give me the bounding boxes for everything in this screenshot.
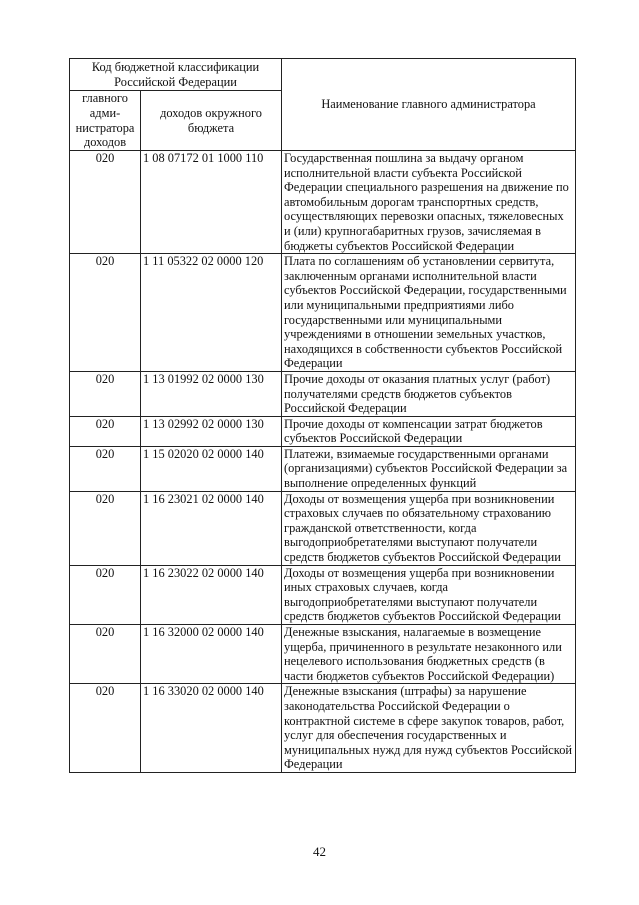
- cell-administrator-name: Государственная пошлина за выдачу органом исполнительной власти субъекта Российской Федерации специального разрешения на движение по автомобильным дорогам транспортных средств, осуществляющих перевозки опасных, тяжеловесных и (или) крупногабаритных грузов, зачисляемая в бюджеты субъектов Российской Федерации: [282, 151, 576, 254]
- cell-admin-code: 020: [70, 446, 141, 491]
- header-col-admin: главного адми-нистратора доходов: [70, 91, 141, 151]
- cell-admin-code: 020: [70, 565, 141, 624]
- table-row: [70, 446, 576, 491]
- page-number: 42: [313, 844, 326, 859]
- cell-income-code: 1 11 05322 02 0000 120: [141, 254, 282, 372]
- cell-administrator-name: Денежные взыскания, налагаемые в возмещение ущерба, причиненного в результате незаконного или нецелевого использования бюджетных средств (в части бюджетов субъектов Российской Федерации): [282, 625, 576, 684]
- table-row: [70, 625, 576, 684]
- cell-income-code: 1 16 23021 02 0000 140: [141, 491, 282, 565]
- table-row: [70, 684, 576, 773]
- cell-admin-code: 020: [70, 254, 141, 372]
- cell-administrator-name: Платежи, взимаемые государственными органами (организациями) субъектов Российской Федерации за выполнение определенных функций: [282, 446, 576, 491]
- cell-income-code: 1 13 01992 02 0000 130: [141, 371, 282, 416]
- cell-income-code: 1 16 32000 02 0000 140: [141, 625, 282, 684]
- table-row: [70, 151, 576, 254]
- budget-classification-table: [69, 58, 576, 773]
- header-col-name: Наименование главного администратора: [282, 59, 576, 151]
- cell-admin-code: 020: [70, 371, 141, 416]
- cell-admin-code: 020: [70, 684, 141, 773]
- cell-income-code: 1 15 02020 02 0000 140: [141, 446, 282, 491]
- table-row: [70, 491, 576, 565]
- cell-income-code: 1 16 33020 02 0000 140: [141, 684, 282, 773]
- cell-admin-code: 020: [70, 491, 141, 565]
- cell-administrator-name: Доходы от возмещения ущерба при возникновении страховых случаев по обязательному страхованию гражданской ответственности, когда выгодоприобретателями выступают получатели средств бюджетов субъектов Российской Федерации: [282, 491, 576, 565]
- table-row: [70, 254, 576, 372]
- table-row: [70, 371, 576, 416]
- table-body: [70, 151, 576, 773]
- cell-income-code: 1 08 07172 01 1000 110: [141, 151, 282, 254]
- cell-income-code: 1 16 23022 02 0000 140: [141, 565, 282, 624]
- cell-administrator-name: Прочие доходы от оказания платных услуг (работ) получателями средств бюджетов субъектов Российской Федерации: [282, 371, 576, 416]
- cell-administrator-name: Доходы от возмещения ущерба при возникновении иных страховых случаев, когда выгодоприобретателями выступают получатели средств бюджетов субъектов Российской Федерации: [282, 565, 576, 624]
- cell-administrator-name: Прочие доходы от компенсации затрат бюджетов субъектов Российской Федерации: [282, 416, 576, 446]
- header-group-title: Код бюджетной классификации Российской Федерации: [70, 59, 282, 91]
- cell-admin-code: 020: [70, 416, 141, 446]
- cell-admin-code: 020: [70, 625, 141, 684]
- header-col-income: доходов окружного бюджета: [141, 91, 282, 151]
- cell-administrator-name: Плата по соглашениям об установлении сервитута, заключенным органами исполнительной власти субъектов Российской Федерации, государственными или муниципальными предприятиями либо государственными или муниципальными учреждениями в отношении земельных участков, находящихся в собственности субъектов Российской Федерации: [282, 254, 576, 372]
- cell-admin-code: 020: [70, 151, 141, 254]
- table-row: [70, 416, 576, 446]
- cell-income-code: 1 13 02992 02 0000 130: [141, 416, 282, 446]
- cell-administrator-name: Денежные взыскания (штрафы) за нарушение законодательства Российской Федерации о контрактной системе в сфере закупок товаров, работ, услуг для обеспечения государственных и муниципальных нужд для нужд субъектов Российской Федерации: [282, 684, 576, 773]
- table-row: [70, 565, 576, 624]
